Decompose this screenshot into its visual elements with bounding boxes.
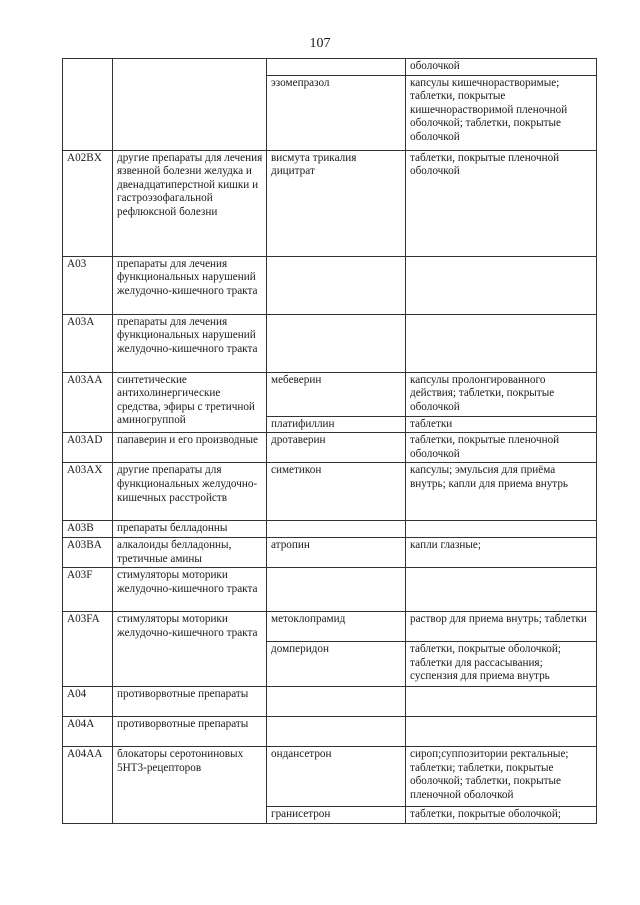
group-cell: другие препараты для лечения язвенной болезни желудка и двенадцатиперстной кишки и гастроэзофагальной рефлюксной болезни (113, 150, 267, 256)
group-cell: стимуляторы моторики желудочно-кишечного тракта (113, 612, 267, 687)
group-cell: синтетические антихолинергические средства, эфиры с третичной аминогруппой (113, 372, 267, 433)
group-cell: другие препараты для функциональных желудочно-кишечных расстройств (113, 463, 267, 521)
drug-name-cell (267, 59, 406, 76)
dosage-form-cell: таблетки, покрытые оболочкой; таблетки для рассасывания; суспензия для приема внутрь (406, 642, 597, 687)
drug-classification-table (62, 58, 597, 824)
page-number: 107 (309, 36, 331, 51)
drug-name-cell: платифиллин (267, 416, 406, 433)
drug-name-cell (267, 314, 406, 372)
dosage-form-cell: таблетки, покрытые оболочкой; (406, 807, 597, 824)
drug-name-cell (267, 687, 406, 717)
drug-name-cell (267, 521, 406, 538)
dosage-form-cell: сироп;суппозитории ректальные; таблетки; таблетки, покрытые оболочкой; таблетки, покрытые пленочной оболочкой (406, 747, 597, 807)
table-row (63, 612, 597, 642)
drug-name-cell (267, 717, 406, 747)
atc-code-cell: A03AA (63, 372, 113, 433)
table-row (63, 433, 597, 463)
table-row (63, 568, 597, 612)
group-cell: препараты для лечения функциональных нарушений желудочно-кишечного тракта (113, 314, 267, 372)
drug-name-cell: эзомепразол (267, 75, 406, 150)
atc-code-cell: A04 (63, 687, 113, 717)
drug-name-cell: атропин (267, 537, 406, 567)
atc-code-cell: A04A (63, 717, 113, 747)
dosage-form-cell (406, 687, 597, 717)
drug-name-cell: симетикон (267, 463, 406, 521)
dosage-form-cell: оболочкой (406, 59, 597, 76)
atc-code-cell: A03F (63, 568, 113, 612)
table-row (63, 717, 597, 747)
group-cell: стимуляторы моторики желудочно-кишечного тракта (113, 568, 267, 612)
atc-code-cell: A03 (63, 256, 113, 314)
group-cell: препараты белладонны (113, 521, 267, 538)
table-row (63, 256, 597, 314)
group-cell: папаверин и его производные (113, 433, 267, 463)
table-row (63, 537, 597, 567)
group-cell: противорвотные препараты (113, 687, 267, 717)
dosage-form-cell: капсулы кишечнорастворимые; таблетки, покрытые кишечнорастворимой пленочной оболочкой; таблетки, покрытые оболочкой (406, 75, 597, 150)
drug-name-cell: метоклопрамид (267, 612, 406, 642)
group-cell: блокаторы серотониновых 5НТ3-рецепторов (113, 747, 267, 824)
dosage-form-cell (406, 256, 597, 314)
dosage-form-cell (406, 314, 597, 372)
table-row (63, 372, 597, 416)
group-cell: алкалоиды белладонны, третичные амины (113, 537, 267, 567)
group-cell: препараты для лечения функциональных нарушений желудочно-кишечного тракта (113, 256, 267, 314)
dosage-form-cell: таблетки, покрытые пленочной оболочкой (406, 433, 597, 463)
dosage-form-cell: таблетки (406, 416, 597, 433)
drug-name-cell (267, 568, 406, 612)
drug-name-cell: домперидон (267, 642, 406, 687)
atc-code-cell: A03BA (63, 537, 113, 567)
drug-name-cell (267, 256, 406, 314)
table-row (63, 59, 597, 76)
drug-name-cell: ондансетрон (267, 747, 406, 807)
atc-code-cell: A03B (63, 521, 113, 538)
drug-name-cell: дротаверин (267, 433, 406, 463)
table-row (63, 463, 597, 521)
drug-name-cell: гранисетрон (267, 807, 406, 824)
atc-code-cell (63, 59, 113, 151)
table-row (63, 314, 597, 372)
atc-code-cell: A04AA (63, 747, 113, 824)
dosage-form-cell (406, 568, 597, 612)
atc-code-cell: A03AX (63, 463, 113, 521)
table-row (63, 521, 597, 538)
drug-name-cell: висмута трикалия дицитрат (267, 150, 406, 256)
table-row (63, 747, 597, 807)
group-cell: противорвотные препараты (113, 717, 267, 747)
table-row (63, 687, 597, 717)
dosage-form-cell: таблетки, покрытые пленочной оболочкой (406, 150, 597, 256)
table-row (63, 150, 597, 256)
atc-code-cell: A03AD (63, 433, 113, 463)
drug-name-cell: мебеверин (267, 372, 406, 416)
dosage-form-cell: капсулы пролонгированного действия; таблетки, покрытые оболочкой (406, 372, 597, 416)
atc-code-cell: A03A (63, 314, 113, 372)
atc-code-cell: A03FA (63, 612, 113, 687)
atc-code-cell: A02BX (63, 150, 113, 256)
dosage-form-cell: капсулы; эмульсия для приёма внутрь; капли для приема внутрь (406, 463, 597, 521)
dosage-form-cell (406, 717, 597, 747)
dosage-form-cell: капли глазные; (406, 537, 597, 567)
dosage-form-cell: раствор для приема внутрь; таблетки (406, 612, 597, 642)
group-cell (113, 59, 267, 151)
dosage-form-cell (406, 521, 597, 538)
